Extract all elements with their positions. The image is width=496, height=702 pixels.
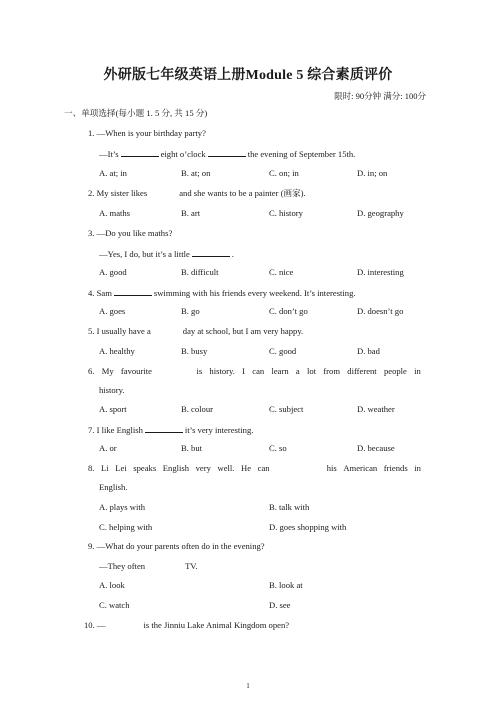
document-title: 外研版七年级英语上册Module 5 综合素质评价 xyxy=(103,68,393,83)
q3-option-a: A. good xyxy=(99,267,127,277)
q2-option-d: D. geography xyxy=(357,208,404,218)
word: in xyxy=(414,463,421,473)
q3-option-c: C. nice xyxy=(269,267,294,277)
q5-option-b: B. busy xyxy=(181,346,208,356)
q9-option-d: D. see xyxy=(269,600,291,610)
q2-stem xyxy=(88,188,306,199)
q4-option-a: A. goes xyxy=(99,306,126,316)
word: different xyxy=(347,366,377,376)
page-number: 1 xyxy=(246,682,250,690)
q10-text-b: is the Jinniu Lake Animal Kingdom open? xyxy=(143,620,290,630)
answer-gap xyxy=(161,366,187,374)
word: American xyxy=(343,463,378,473)
q5-option-d: D. bad xyxy=(357,346,380,356)
q1-line2 xyxy=(99,148,355,160)
q9-text-b: TV. xyxy=(185,561,198,571)
q2-text-a: 2. My sister likes xyxy=(88,188,148,198)
q9-option-b: B. look at xyxy=(269,580,303,590)
answer-gap xyxy=(107,620,141,628)
q1-option-b: B. at; on xyxy=(181,168,211,178)
q5-option-c: C. good xyxy=(269,346,297,356)
q1-text-c: the evening of September 15th. xyxy=(247,149,356,159)
q6-stem xyxy=(88,366,421,377)
q4-text-b: swimming with his friends every weekend. It’s interesting. xyxy=(153,288,356,298)
word: My xyxy=(101,366,114,376)
q2-option-c: C. history xyxy=(269,208,303,218)
q6-option-d: D. weather xyxy=(357,404,395,414)
answer-blank xyxy=(208,148,246,157)
word: He xyxy=(241,463,252,473)
q8-option-a: A. plays with xyxy=(99,502,146,512)
answer-gap xyxy=(147,561,183,569)
q7-stem xyxy=(88,424,253,436)
q7-text-b: it’s very interesting. xyxy=(184,425,254,435)
q9-line2 xyxy=(99,561,198,572)
word: people xyxy=(383,366,407,376)
word: is xyxy=(196,366,203,376)
q4-option-d: D. doesn’t go xyxy=(357,306,404,316)
word: from xyxy=(323,366,341,376)
q7-option-b: B. but xyxy=(181,443,203,453)
q8-line2: English. xyxy=(99,482,128,492)
word: history. xyxy=(209,366,235,376)
q1-option-a: A. at; in xyxy=(99,168,127,178)
answer-blank xyxy=(145,424,183,433)
word: 6. xyxy=(88,366,95,376)
word: can xyxy=(257,463,270,473)
q8-stem xyxy=(88,463,421,474)
word: learn xyxy=(271,366,289,376)
q4-option-b: B. go xyxy=(181,306,200,316)
q1-stem: 1. —When is your birthday party? xyxy=(88,128,206,138)
q9-stem: 9. —What do your parents often do in the evening? xyxy=(88,541,265,551)
word: can xyxy=(252,366,265,376)
q8-option-c: C. helping with xyxy=(99,522,153,532)
answer-blank xyxy=(114,287,152,296)
q8-option-b: B. talk with xyxy=(269,502,310,512)
q6-option-c: C. subject xyxy=(269,404,304,414)
q10-text-a: 10. — xyxy=(84,620,106,630)
word: friends xyxy=(383,463,408,473)
q9-option-a: A. look xyxy=(99,580,125,590)
word: English xyxy=(162,463,190,473)
word: favourite xyxy=(120,366,152,376)
q3-option-b: B. difficult xyxy=(181,267,219,277)
q3-text: —Yes, I do, but it’s a little xyxy=(99,249,190,259)
q5-option-a: A. healthy xyxy=(99,346,135,356)
word: very xyxy=(195,463,211,473)
q1-option-d: D. in; on xyxy=(357,168,388,178)
word: speaks xyxy=(133,463,157,473)
word: I xyxy=(242,366,246,376)
q7-text-a: 7. I like English xyxy=(88,425,143,435)
q6-option-b: B. colour xyxy=(181,404,213,414)
answer-gap xyxy=(278,463,318,471)
word: well. xyxy=(217,463,235,473)
q5-text-a: 5. I usually have a xyxy=(88,326,151,336)
word: Lei xyxy=(115,463,127,473)
q9-option-c: C. watch xyxy=(99,600,130,610)
section-heading: 一、单项选择(每小题 1. 5 分, 共 15 分) xyxy=(64,108,208,118)
q4-text-a: 4. Sam xyxy=(88,288,112,298)
q6-option-a: A. sport xyxy=(99,404,127,414)
word: lot xyxy=(306,366,317,376)
q1-text-a: —It’s xyxy=(99,149,119,159)
answer-gap xyxy=(153,326,181,334)
exam-meta: 限时: 90分钟 满分: 100分 xyxy=(334,91,426,101)
q7-option-a: A. or xyxy=(99,443,117,453)
q1-text-b: eight o’clock xyxy=(160,149,206,159)
answer-blank xyxy=(121,148,159,157)
q5-text-b: day at school, but I am very happy. xyxy=(182,326,304,336)
q5-stem xyxy=(88,326,303,337)
word: his xyxy=(326,463,337,473)
q6-line2: history. xyxy=(99,385,125,395)
q3-line2: —Yes, I do, but it’s a little . xyxy=(99,249,234,259)
q2-option-a: A. maths xyxy=(99,208,131,218)
q1-option-c: C. on; in xyxy=(269,168,299,178)
answer-gap xyxy=(149,188,177,196)
q3-stem: 3. —Do you like maths? xyxy=(88,228,173,238)
q4-stem xyxy=(88,287,356,299)
q2-text-b: and she wants to be a painter (画家). xyxy=(179,188,306,198)
q9-text-a: —They often xyxy=(99,561,146,571)
q7-option-c: C. so xyxy=(269,443,287,453)
q8-option-d: D. goes shopping with xyxy=(269,522,347,532)
q2-option-b: B. art xyxy=(181,208,201,218)
word: Li xyxy=(101,463,109,473)
q3-option-d: D. interesting xyxy=(357,267,404,277)
q7-option-d: D. because xyxy=(357,443,395,453)
answer-blank xyxy=(192,248,230,257)
q10-stem xyxy=(84,620,289,631)
word: 8. xyxy=(88,463,95,473)
word: a xyxy=(295,366,300,376)
q4-option-c: C. don’t go xyxy=(269,306,308,316)
word: in xyxy=(414,366,421,376)
